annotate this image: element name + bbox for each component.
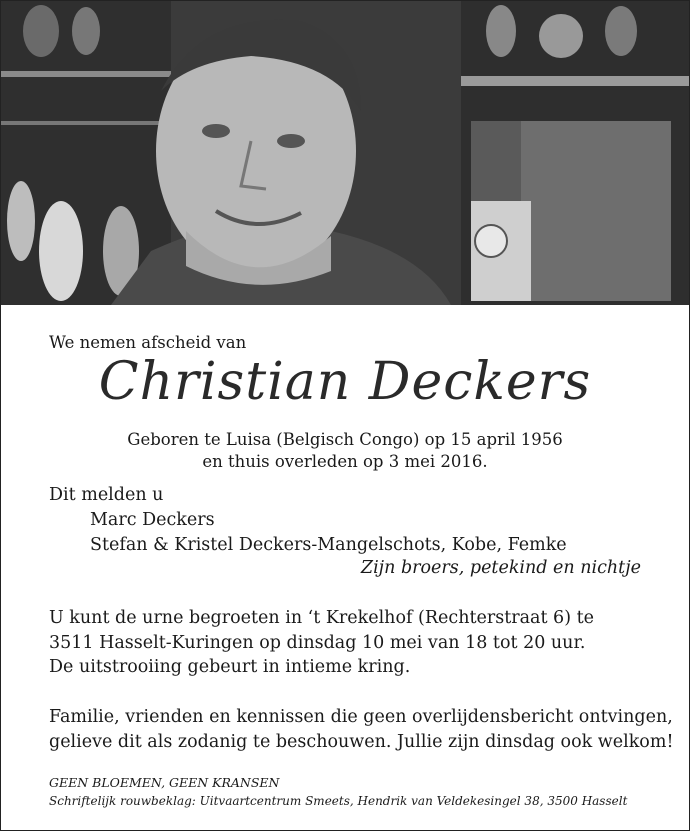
portrait-photo [1,1,689,305]
urn-line-2: 3511 Hasselt-Kuringen op dinsdag 10 mei van 18 tot 20 uur. [49,633,586,653]
portrait-photo-icon [1,1,689,305]
familie-line-1: Familie, vrienden en kennissen die geen overlijdensbericht ontvingen, [49,707,673,727]
familie-line-2: gelieve dit als zodanig te beschouwen. Jullie zijn dinsdag ook welkom! [49,732,674,752]
melden-text: Dit melden u [49,485,164,505]
family-member-1: Marc Deckers [90,510,215,530]
birth-line: Geboren te Luisa (Belgisch Congo) op 15 april 1956 [127,430,563,449]
urn-line-3: De uitstrooiing gebeurt in intieme kring. [49,657,411,677]
urn-line-1: U kunt de urne begroeten in ‘t Krekelhof (Rechterstraat 6) te [49,608,594,628]
deceased-name: Christian Deckers [98,352,592,412]
intro-text: We nemen afscheid van [49,333,247,352]
rouwbeklag-text: Schriftelijk rouwbeklag: Uitvaartcentrum Smeets, Hendrik van Veldekesingel 38, 3500 Hasselt [49,794,628,808]
family-member-2: Stefan & Kristel Deckers-Mangelschots, Kobe, Femke [90,535,567,555]
death-line: en thuis overleden op 3 mei 2016. [202,452,488,471]
no-flowers-text: GEEN BLOEMEN, GEEN KRANSEN [49,775,280,790]
relation-text: Zijn broers, petekind en nichtje [360,558,641,578]
